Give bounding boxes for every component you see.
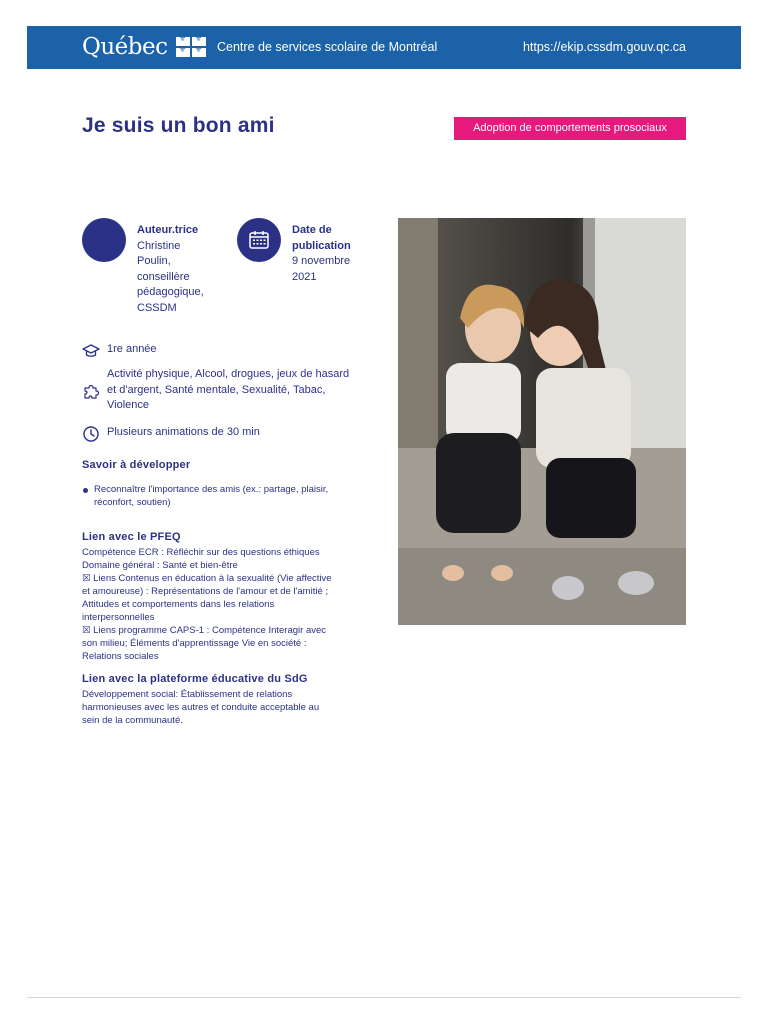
pfeq-text [82, 546, 372, 663]
savoir-line: Reconnaître l'importance des amis (ex.: partage, plaisir, [94, 484, 329, 495]
pfeq-line: Compétence ECR : Réfléchir sur des questions éthiques [82, 547, 320, 558]
level-text: 1re année [107, 343, 157, 355]
puzzle-icon [82, 383, 100, 401]
pfeq-line: et amoureuse) : Représentations de l'amour et de l'amitié ; [82, 586, 329, 597]
pfeq-line: interpersonnelles [82, 612, 155, 623]
page-title: Je suis un bon ami [82, 114, 275, 137]
sdg-line: Développement social: Établissement de relations [82, 689, 293, 700]
quebec-logo: Québec [82, 34, 168, 60]
footer-divider [27, 997, 741, 998]
site-url-link[interactable]: https://ekip.cssdm.gouv.qc.ca [522, 40, 686, 54]
category-tag[interactable]: Adoption de comportements prosociaux [454, 117, 686, 140]
author-label: Auteur.trice [137, 224, 199, 236]
themes-line: Violence [107, 399, 149, 411]
clock-icon [82, 425, 100, 443]
sdg-heading: Lien avec la plateforme éducative du SdG [82, 673, 308, 685]
graduation-cap-icon [82, 342, 100, 360]
header-banner [27, 26, 741, 69]
calendar-icon [237, 218, 281, 262]
bullet-icon [83, 488, 88, 493]
themes-row [82, 367, 372, 415]
sdg-line: sein de la communauté. [82, 715, 183, 726]
pfeq-line: ☒ Liens programme CAPS-1 : Compétence Interagir avec [82, 625, 327, 636]
author-line: conseillère [137, 270, 190, 283]
savoir-line: réconfort, soutien) [94, 496, 171, 508]
publication-date: 2021 [292, 270, 317, 283]
themes-line: et d'argent, Santé mentale, Sexualité, Tabac, [107, 383, 326, 396]
quebec-flag-icon [176, 37, 206, 57]
sdg-text [82, 688, 372, 727]
pfeq-line: son milieu; Éléments d'apprentissage Vie en société : [82, 638, 307, 649]
pfeq-line: Attitudes et comportements dans les relations [82, 599, 275, 610]
pfeq-heading: Lien avec le PFEQ [82, 531, 181, 543]
themes-text [107, 367, 372, 414]
publication-label: Date de [292, 224, 332, 236]
two-children-hugging-photo [398, 218, 686, 625]
author-info [137, 223, 217, 316]
author-avatar [82, 218, 126, 262]
author-line: CSSDM [137, 301, 177, 314]
sdg-line: harmonieuses avec les autres et conduite acceptable au [82, 702, 320, 713]
publication-date: 9 novembre [292, 255, 351, 267]
savoir-heading: Savoir à développer [82, 459, 191, 471]
pfeq-line: Relations sociales [82, 651, 159, 662]
duration-row [82, 425, 372, 443]
publication-info [292, 223, 367, 285]
children-photo [398, 218, 686, 625]
themes-line: Activité physique, Alcool, drogues, jeux de hasard [107, 368, 350, 380]
duration-text: Plusieurs animations de 30 min [107, 426, 260, 438]
pfeq-line: Domaine général : Santé et bien-être [82, 560, 238, 571]
author-line: Christine [137, 239, 181, 252]
pfeq-line: ☒ Liens Contenus en éducation à la sexualité (Vie affective [82, 573, 332, 584]
publication-label: publication [292, 239, 351, 252]
organization-name: Centre de services scolaire de Montréal [217, 40, 438, 54]
author-line: pédagogique, [137, 286, 204, 298]
level-row [82, 342, 372, 360]
author-line: Poulin, [137, 255, 171, 267]
